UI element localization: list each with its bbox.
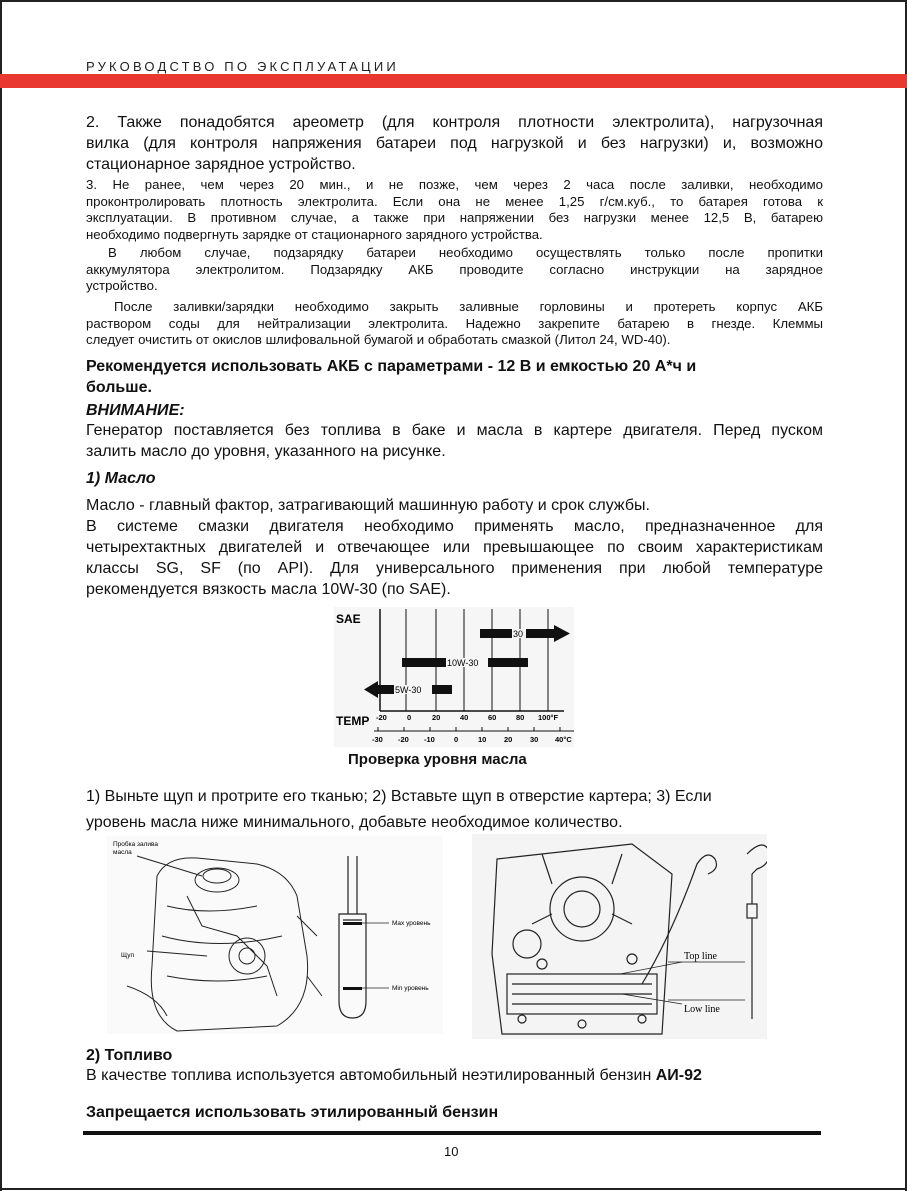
tick-label: -20 <box>376 713 387 722</box>
page-frame-top <box>0 0 907 2</box>
tick-label: -10 <box>424 735 435 744</box>
text-line: Рекомендуется использовать АКБ с параметрами - 12 В и емкостью 20 А*ч и <box>86 358 697 375</box>
battery-recommendation <box>86 356 823 398</box>
leaded-fuel-warning: Запрещается использовать этилированный бензин <box>86 1104 499 1121</box>
fuel-heading: 2) Топливо <box>86 1047 173 1064</box>
text-line: залить масло до уровня, указанного на рисунке. <box>86 443 446 460</box>
tick-label: 20 <box>504 735 513 744</box>
max-level-label: Max уровень <box>392 920 431 927</box>
footer-rule <box>83 1131 821 1135</box>
text-line: больше. <box>86 379 152 396</box>
tick-label: 30 <box>530 735 539 744</box>
temp-label: TEMP <box>336 714 370 728</box>
text-line: необходимо подвергнуть зарядке от стационарного зарядного устройства. <box>86 226 543 242</box>
tick-label: 100°F <box>538 713 559 722</box>
tick-label: -20 <box>398 735 409 744</box>
fuel-text <box>86 1065 823 1086</box>
text-line: Масло - главный фактор, затрагивающий машинную работу и срок службы. <box>86 497 650 514</box>
text-line: Генератор поставляется без топлива в баке и масла в картере двигателя. Перед пуском <box>86 422 823 439</box>
oil-heading: 1) Масло <box>86 470 156 487</box>
sae-label: SAE <box>336 612 361 626</box>
tick-label: 40 <box>460 713 469 722</box>
fuel-grade: АИ-92 <box>655 1067 702 1084</box>
page-number: 10 <box>444 1144 459 1159</box>
page-frame-bottom <box>0 1188 907 1190</box>
text-line: После заливки/зарядки необходимо закрыть заливные горловины и протереть корпус АКБ <box>114 299 823 314</box>
text-line: следует очистить от окислов шлифовальной бумагой и обработать смазкой (Литол 24, WD-40). <box>86 332 671 347</box>
tick-label: 40°C <box>555 735 572 744</box>
paragraph-recharge <box>86 245 823 295</box>
crankcase-oil-level-figure <box>472 834 767 1039</box>
tick-label: 0 <box>407 713 412 722</box>
text-line: классы SG, SF (по API). Для универсального применения при любой температуре <box>86 560 823 577</box>
paragraph-item-3 <box>86 177 823 243</box>
text-line: стационарное зарядное устройство. <box>86 156 356 173</box>
oil-check-instructions <box>86 784 823 836</box>
attention-heading: ВНИМАНИЕ: <box>86 402 185 419</box>
text-line: вилка (для контроля напряжения батареи под нагрузкой и без нагрузки) и, возможно <box>86 135 823 152</box>
tick-label: 20 <box>432 713 441 722</box>
text-line: аккумулятора электролитом. Подзарядку АКБ проводите согласно инструкции на зарядное <box>86 261 823 277</box>
text-line: уровень масла ниже минимального, добавьте необходимое количество. <box>86 814 623 831</box>
page-frame-left <box>0 0 2 1191</box>
fill-cap-label: масла <box>113 849 132 856</box>
chart-caption: Проверка уровня масла <box>348 751 527 768</box>
text-line: 3. Не ранее, чем через 20 мин., и не позже, чем через 2 часа после заливки, необходимо <box>86 177 823 192</box>
tick-label: 0 <box>454 735 459 744</box>
text-line: эксплуатации. В противном случае, а также при напряжении без нагрузки менее 12,5 В, батарею <box>86 210 823 225</box>
text-line: В системе смазки двигателя необходимо применять масло, предназначенное для <box>86 518 823 535</box>
sae-viscosity-chart <box>334 607 574 747</box>
text-line: проконтролировать плотность электролита. Если она не менее 1,25 г/см.куб., то батарея готова к <box>86 193 823 209</box>
top-line-label: Top line <box>684 951 717 962</box>
engine-dipstick-figure <box>107 836 443 1034</box>
tick-label: 10 <box>478 735 487 744</box>
text-line: 1) Выньте щуп и протрите его тканью; 2) Вставьте щуп в отверстие картера; 3) Если <box>86 788 712 805</box>
bar-label-30: 30 <box>513 629 524 639</box>
text-line: устройство. <box>86 278 158 293</box>
fuel-text-prefix: В качестве топлива используется автомобильный неэтилированный бензин <box>86 1067 656 1084</box>
paragraph-after-filling <box>86 299 823 349</box>
chart-background <box>334 607 574 747</box>
header-red-band <box>0 74 907 88</box>
bar-label-5w-30: 5W-30 <box>395 685 422 695</box>
text-line: четырехтактных двигателей и отвечающее или превышающее по своим характеристикам <box>86 539 823 556</box>
min-level-label: Min уровень <box>392 985 429 992</box>
fill-cap-label: Пробка залива <box>113 841 159 848</box>
dipstick-label: Щуп <box>121 952 135 959</box>
text-line: 2. Также понадобятся ареометр (для контроля плотности электролита), нагрузочная <box>86 114 823 131</box>
bar-label-10w-30: 10W-30 <box>447 658 479 668</box>
tick-label: -30 <box>372 735 383 744</box>
text-line: В любом случае, подзарядку батареи необходимо осуществлять только после пропитки <box>108 245 823 260</box>
attention-text <box>86 420 823 462</box>
tick-label: 60 <box>488 713 497 722</box>
oil-text <box>86 495 823 600</box>
text-line: рекомендуется вязкость масла 10W-30 (по SAE). <box>86 581 451 598</box>
text-line: раствором соды для нейтрализации электролита. Надежно закрепите батарею в гнезде. Клеммы <box>86 315 823 331</box>
low-line-label: Low line <box>684 1004 720 1015</box>
paragraph-item-2 <box>86 112 823 175</box>
running-header: РУКОВОДСТВО ПО ЭКСПЛУАТАЦИИ <box>86 59 399 74</box>
tick-label: 80 <box>516 713 525 722</box>
